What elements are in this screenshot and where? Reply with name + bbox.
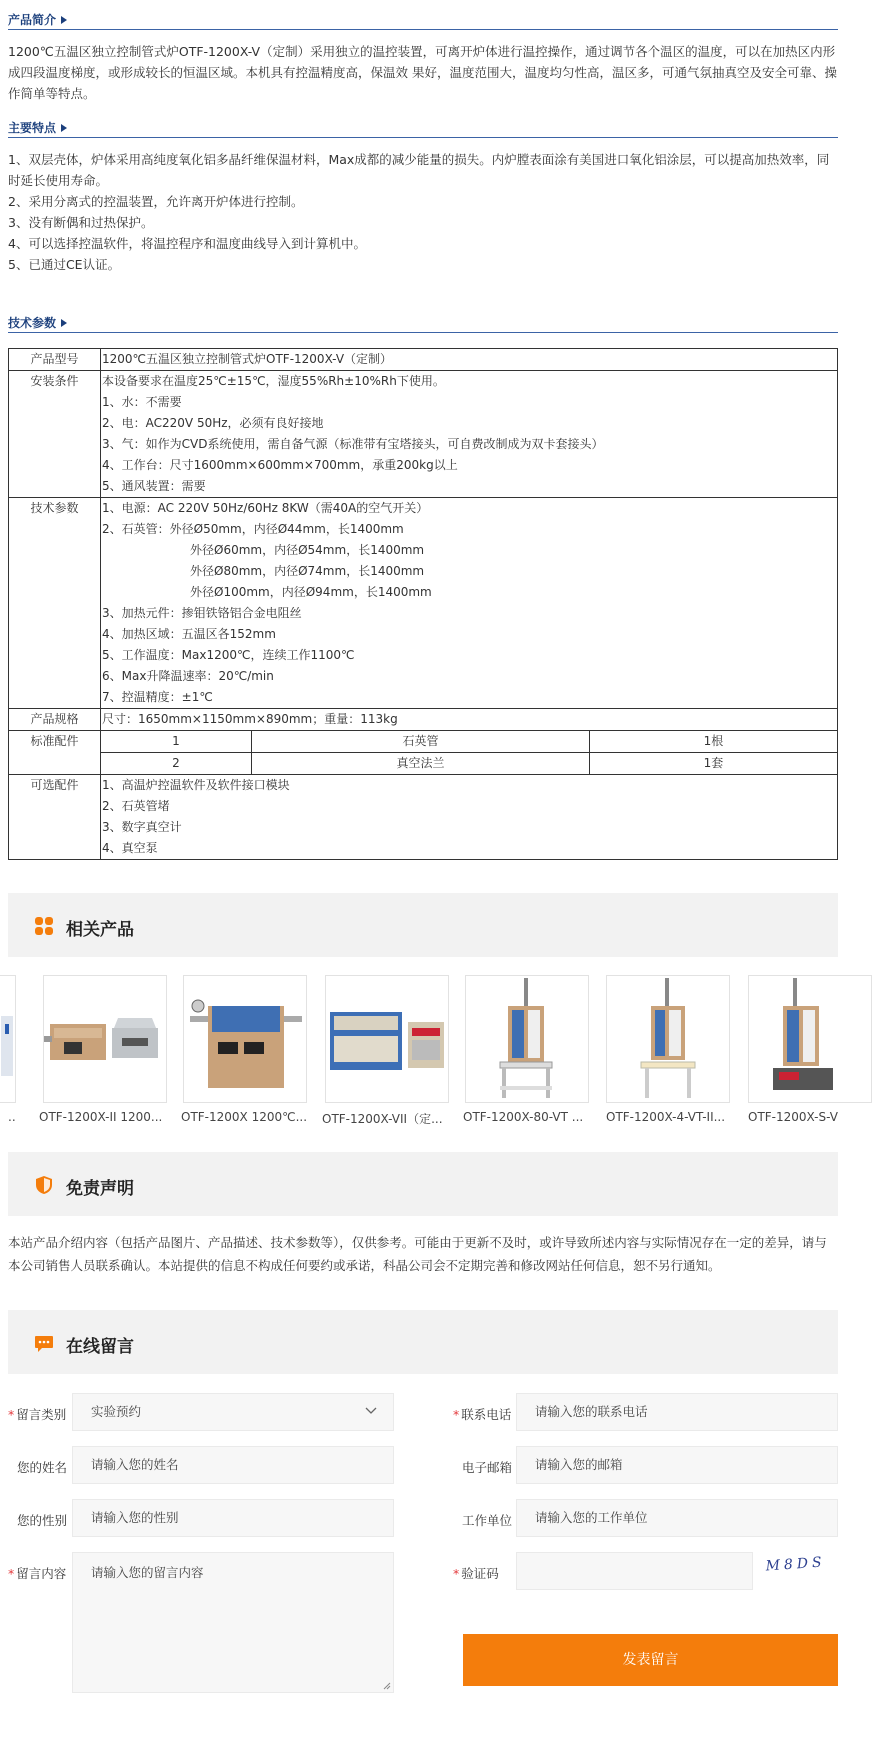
opt-label: 可选配件: [9, 775, 101, 860]
disclaimer-text: 本站产品介绍内容（包括产品图片、产品描述、技术参数等），仅供参考。可能由于更新不及时，或许导致所述内容与实际情况存在一定的差异，请与本公司销售人员联系确认。本站提供的信息不构成任何要约或承诺，科晶公司会不定期完善和修改网站任何信息，恕不另行通知。: [8, 1235, 827, 1273]
related-product-image[interactable]: [325, 975, 449, 1103]
install-line: 4、工作台：尺寸1600mm×600mm×700mm，承重200kg以上: [102, 458, 458, 472]
chat-icon: [34, 1333, 54, 1353]
opt-value: [101, 775, 838, 860]
tech-line: 外径Ø80mm，内径Ø74mm，长1400mm: [190, 564, 425, 578]
spec-table: [8, 348, 838, 860]
std-index: 2: [101, 753, 252, 775]
company-label: 工作单位: [462, 1513, 513, 1528]
model-label: 产品型号: [9, 349, 101, 371]
features-list: [8, 149, 838, 275]
tube-furnace-image: [184, 976, 306, 1102]
intro-heading: 产品简介: [8, 11, 67, 28]
related-caption[interactable]: OTF-1200X-S-V: [748, 1110, 838, 1124]
params-section-header: [8, 303, 838, 333]
vertical-furnace-image: [607, 976, 729, 1102]
feature-item: 1、双层壳体，炉体采用高纯度氧化铝多晶纤维保温材料，Max成都的减少能量的损失。内炉膛表面涂有美国进口氧化铝涂层，可以提高加热效率，同时延长使用寿命。: [8, 152, 830, 188]
phone-input[interactable]: 请输入您的联系电话: [516, 1393, 838, 1431]
content-textarea[interactable]: 请输入您的留言内容: [72, 1552, 394, 1693]
tech-line: 外径Ø60mm，内径Ø54mm，长1400mm: [190, 543, 425, 557]
tech-value: [101, 498, 838, 709]
name-label: 您的姓名: [17, 1460, 68, 1475]
params-heading: 技术参数: [8, 314, 67, 331]
intro-section-header: [8, 0, 838, 30]
model-value: 1200℃五温区独立控制管式炉OTF-1200X-V（定制）: [101, 349, 838, 371]
features-heading: 主要特点: [8, 119, 67, 136]
tech-line: 4、加热区域：五温区各152mm: [102, 627, 276, 641]
captcha-image[interactable]: M8DS: [765, 1554, 827, 1575]
related-caption[interactable]: OTF-1200X-80-VT ...: [463, 1110, 584, 1124]
related-caption[interactable]: ..: [8, 1110, 16, 1124]
triangle-right-icon: [61, 319, 67, 327]
table-row: [9, 349, 838, 371]
captcha-label: * 验证码: [453, 1566, 499, 1581]
opt-line: 3、数字真空计: [102, 820, 182, 834]
table-row: [9, 371, 838, 498]
content-label: * 留言内容: [8, 1566, 67, 1581]
shield-icon: [34, 1175, 54, 1195]
triangle-right-icon: [61, 16, 67, 24]
install-value: [101, 371, 838, 498]
tube-furnace-image: [326, 976, 448, 1102]
tech-line: 7、控温精度：±1℃: [102, 690, 213, 704]
table-row: [9, 498, 838, 709]
vertical-furnace-image: [466, 976, 588, 1102]
spec-label: 产品规格: [9, 709, 101, 731]
disclaimer-heading: 免责声明: [66, 1179, 134, 1199]
related-product-image[interactable]: [606, 975, 730, 1103]
tech-label: 技术参数: [9, 498, 101, 709]
table-row: [9, 709, 838, 731]
feature-item: 5、已通过CE认证。: [8, 257, 121, 272]
related-product-image[interactable]: [183, 975, 307, 1103]
message-header: [8, 1310, 838, 1374]
resize-handle-icon[interactable]: [383, 1682, 391, 1690]
install-line: 本设备要求在温度25℃±15℃，湿度55%Rh±10%Rh下使用。: [102, 374, 445, 388]
triangle-right-icon: [61, 124, 67, 132]
name-input[interactable]: 请输入您的姓名: [72, 1446, 394, 1484]
table-row: [9, 731, 838, 753]
related-product-image[interactable]: [748, 975, 872, 1103]
related-caption[interactable]: OTF-1200X-4-VT-II...: [606, 1110, 726, 1124]
install-line: 1、水：不需要: [102, 395, 182, 409]
tech-line: 外径Ø100mm，内径Ø94mm，长1400mm: [190, 585, 432, 599]
company-input[interactable]: 请输入您的工作单位: [516, 1499, 838, 1537]
opt-line: 1、高温炉控温软件及软件接口模块: [102, 778, 290, 792]
feature-item: 4、可以选择控温软件，将温控程序和温度曲线导入到计算机中。: [8, 236, 366, 251]
install-line: 5、通风装置：需要: [102, 479, 206, 493]
tech-line: 2、石英管：外径Ø50mm，内径Ø44mm，长1400mm: [102, 522, 404, 536]
tech-line: 6、Max升降温速率：20℃/min: [102, 669, 274, 683]
email-label: 电子邮箱: [462, 1460, 513, 1475]
chevron-down-icon: [365, 1407, 377, 1415]
type-select[interactable]: 实验预约: [72, 1393, 394, 1431]
related-caption[interactable]: OTF-1200X-II 1200...: [39, 1110, 163, 1124]
spec-value: 尺寸：1650mm×1150mm×890mm；重量：113kg: [101, 709, 838, 731]
related-product-image[interactable]: [0, 975, 16, 1103]
gender-label: 您的性别: [17, 1513, 68, 1528]
email-input[interactable]: 请输入您的邮箱: [516, 1446, 838, 1484]
std-name: 真空法兰: [252, 753, 590, 775]
disclaimer-header: [8, 1152, 838, 1216]
table-row: [9, 753, 838, 775]
std-label: 标准配件: [9, 731, 101, 775]
type-label: * 留言类别: [8, 1407, 67, 1422]
std-qty: 1根: [590, 731, 838, 753]
intro-text: 1200℃五温区独立控制管式炉OTF-1200X-V（定制）采用独立的温控装置，可离开炉体进行温控操作，通过调节各个温区的温度，可以在加热区内形成四段温度梯度，或形成较长的恒温区域。本机具有控温精度高，保温效 果好，温度范围大，温度均匀性高，温区多，可通气氛抽真空及安全可靠、操作简单等特点。: [8, 44, 837, 101]
gender-input[interactable]: 请输入您的性别: [72, 1499, 394, 1537]
tube-furnace-image: [44, 976, 166, 1102]
related-caption[interactable]: OTF-1200X-VII（定...: [322, 1112, 443, 1126]
std-index: 1: [101, 731, 252, 753]
install-label: 安装条件: [9, 371, 101, 498]
message-heading: 在线留言: [66, 1337, 134, 1357]
captcha-input[interactable]: [516, 1552, 753, 1590]
feature-item: 3、没有断偶和过热保护。: [8, 215, 154, 230]
feature-item: 2、采用分离式的控温装置，允许离开炉体进行控制。: [8, 194, 304, 209]
related-product-image[interactable]: [465, 975, 589, 1103]
tech-line: 5、工作温度：Max1200℃，连续工作1100℃: [102, 648, 355, 662]
install-line: 3、气：如作为CVD系统使用，需自备气源（标准带有宝塔接头，可自费改制成为双卡套接头）: [102, 437, 604, 451]
vertical-furnace-image: [749, 976, 871, 1102]
related-carousel: [0, 895, 838, 1126]
tech-line: 1、电源：AC 220V 50Hz/60Hz 8KW（需40A的空气开关）: [102, 501, 429, 515]
install-line: 2、电：AC220V 50Hz，必须有良好接地: [102, 416, 324, 430]
opt-line: 4、真空泵: [102, 841, 158, 855]
tube-furnace-image: [0, 976, 17, 1104]
std-qty: 1套: [590, 753, 838, 775]
submit-button[interactable]: 发表留言: [463, 1634, 838, 1686]
std-name: 石英管: [252, 731, 590, 753]
related-product-image[interactable]: [43, 975, 167, 1103]
tech-line: 3、加热元件：掺钼铁铬铝合金电阻丝: [102, 606, 302, 620]
related-caption[interactable]: OTF-1200X 1200℃...: [181, 1110, 308, 1124]
phone-label: * 联系电话: [453, 1407, 512, 1422]
opt-line: 2、石英管堵: [102, 799, 170, 813]
features-section-header: [8, 108, 838, 138]
table-row: [9, 775, 838, 860]
related-heading: 相关产品: [66, 920, 134, 940]
